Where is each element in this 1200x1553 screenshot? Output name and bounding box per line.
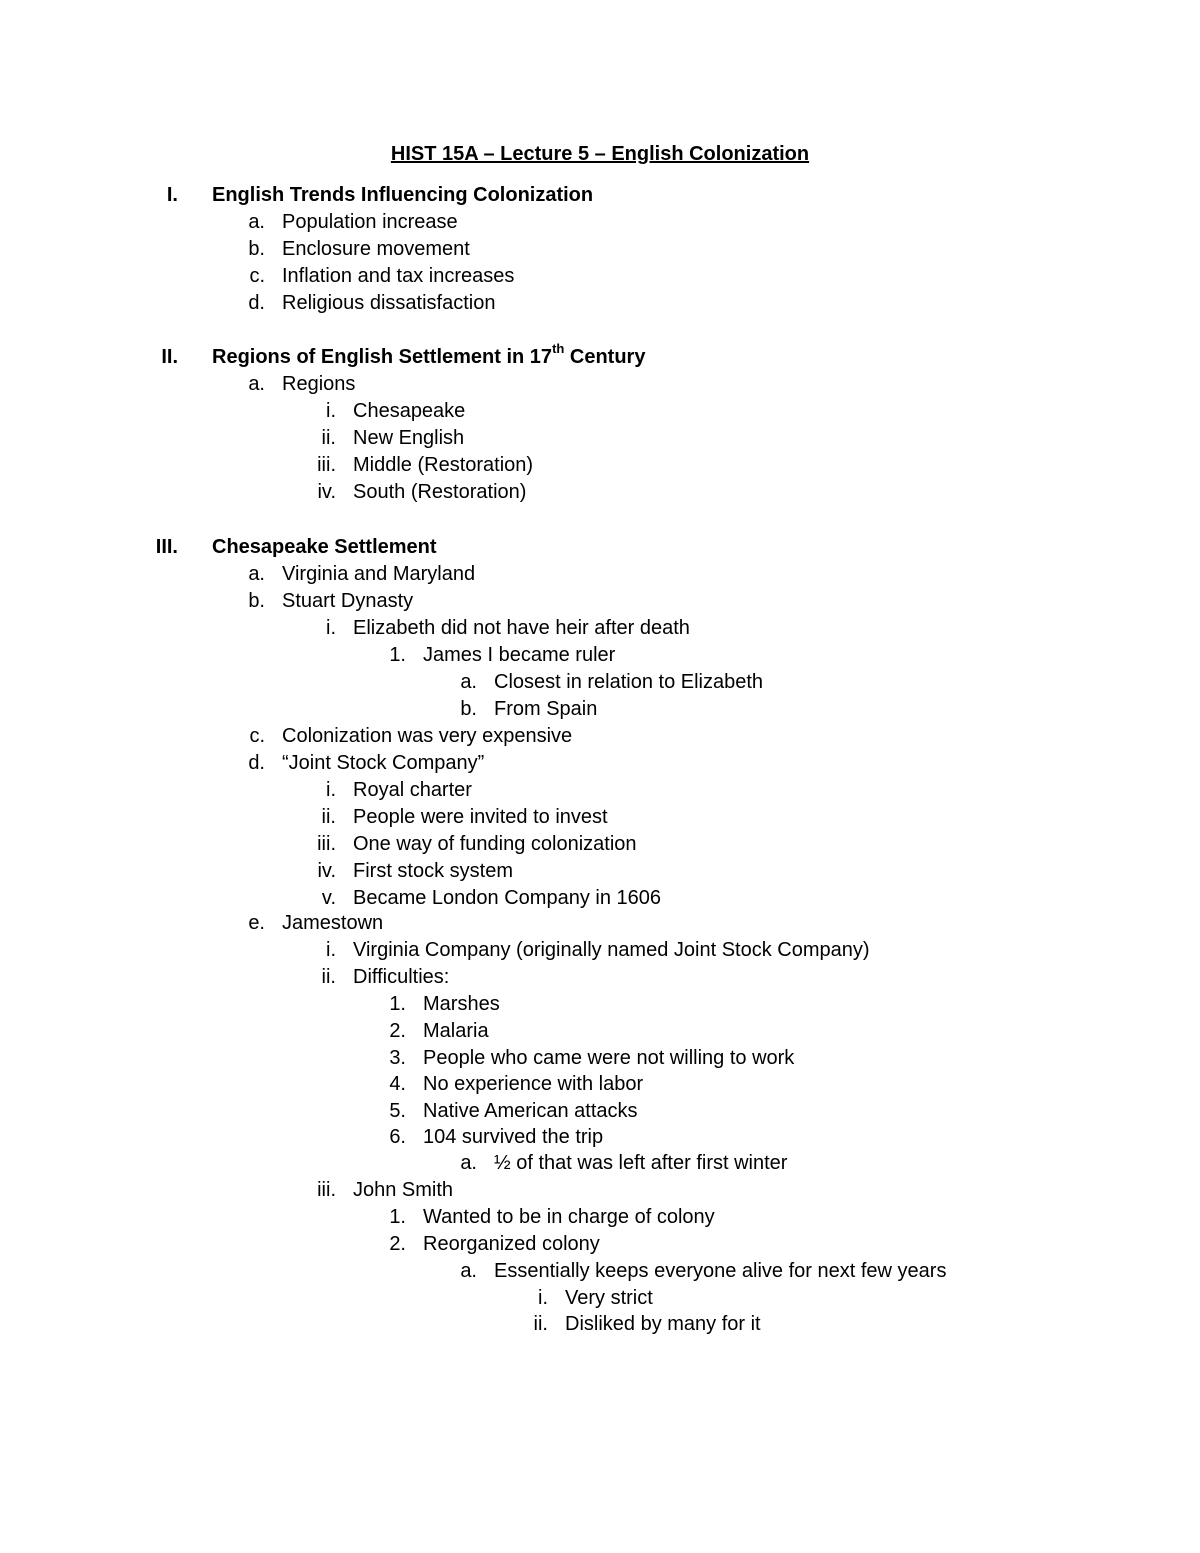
list-item-text: Jamestown bbox=[282, 912, 384, 934]
list-marker: iv. bbox=[317, 481, 336, 503]
list-marker: v. bbox=[321, 887, 336, 909]
list-marker: iii. bbox=[317, 1179, 336, 1201]
list-marker: iii. bbox=[317, 454, 336, 476]
list-item-text: Stuart Dynasty bbox=[282, 590, 414, 612]
list-marker: b. bbox=[248, 238, 265, 260]
list-marker: ii. bbox=[321, 806, 336, 828]
section-marker: III. bbox=[155, 536, 178, 558]
list-item-text: Very strict bbox=[565, 1287, 653, 1309]
list-item-text: Middle (Restoration) bbox=[353, 454, 534, 476]
list-item-text: People who came were not willing to work bbox=[423, 1047, 795, 1069]
list-marker: c. bbox=[249, 725, 265, 747]
list-marker: d. bbox=[248, 752, 265, 774]
list-marker: 1. bbox=[389, 993, 406, 1015]
list-marker: i. bbox=[326, 400, 336, 422]
section-heading-text: Chesapeake Settlement bbox=[212, 536, 437, 558]
list-item-text: “Joint Stock Company” bbox=[282, 752, 485, 774]
list-item-text: ½ of that was left after first winter bbox=[494, 1152, 788, 1174]
list-marker: i. bbox=[326, 617, 336, 639]
list-marker: c. bbox=[249, 265, 265, 287]
list-marker: a. bbox=[248, 373, 265, 395]
list-marker: a. bbox=[248, 563, 265, 585]
list-item-text: James I became ruler bbox=[423, 644, 616, 666]
page-title: HIST 15A – Lecture 5 – English Colonization bbox=[390, 143, 810, 165]
list-item-text: Enclosure movement bbox=[282, 238, 470, 260]
list-item-text: Population increase bbox=[282, 211, 458, 233]
list-item-text: Inflation and tax increases bbox=[282, 265, 515, 287]
list-item-text: People were invited to invest bbox=[353, 806, 608, 828]
list-item-text: First stock system bbox=[353, 860, 514, 882]
list-marker: 2. bbox=[389, 1020, 406, 1042]
list-marker: a. bbox=[460, 1152, 477, 1174]
list-marker: ii. bbox=[321, 427, 336, 449]
list-item-text: Royal charter bbox=[353, 779, 472, 801]
list-marker: b. bbox=[460, 698, 477, 720]
list-item-text: Disliked by many for it bbox=[565, 1313, 761, 1335]
list-item-text: One way of funding colonization bbox=[353, 833, 637, 855]
list-marker: 6. bbox=[389, 1126, 406, 1148]
list-item-text: Chesapeake bbox=[353, 400, 466, 422]
list-marker: 1. bbox=[389, 1206, 406, 1228]
list-item-text: Essentially keeps everyone alive for next few years bbox=[494, 1260, 947, 1282]
list-marker: ii. bbox=[533, 1313, 548, 1335]
list-item-text: Virginia Company (originally named Joint Stock Company) bbox=[353, 939, 870, 961]
list-marker: 4. bbox=[389, 1073, 406, 1095]
list-item-text: Marshes bbox=[423, 993, 500, 1015]
list-marker: 2. bbox=[389, 1233, 406, 1255]
list-item-text: 104 survived the trip bbox=[423, 1126, 604, 1148]
section-marker: II. bbox=[161, 346, 178, 368]
list-marker: b. bbox=[248, 590, 265, 612]
list-marker: e. bbox=[248, 912, 265, 934]
list-marker: 1. bbox=[389, 644, 406, 666]
list-item-text: Wanted to be in charge of colony bbox=[423, 1206, 715, 1228]
list-item-text: Malaria bbox=[423, 1020, 489, 1042]
list-marker: i. bbox=[326, 939, 336, 961]
list-item-text: Closest in relation to Elizabeth bbox=[494, 671, 764, 693]
list-marker: a. bbox=[460, 671, 477, 693]
list-item-text: Difficulties: bbox=[353, 966, 450, 988]
list-item-text: Native American attacks bbox=[423, 1100, 638, 1122]
section-heading-text: Regions of English Settlement in 17th Century bbox=[212, 341, 646, 368]
list-item-text: From Spain bbox=[494, 698, 598, 720]
list-marker: ii. bbox=[321, 966, 336, 988]
list-item-text: Colonization was very expensive bbox=[282, 725, 573, 747]
list-item-text: Reorganized colony bbox=[423, 1233, 600, 1255]
list-item-text: Elizabeth did not have heir after death bbox=[353, 617, 690, 639]
list-marker: a. bbox=[248, 211, 265, 233]
list-marker: a. bbox=[460, 1260, 477, 1282]
list-marker: i. bbox=[538, 1287, 548, 1309]
list-item-text: Religious dissatisfaction bbox=[282, 292, 496, 314]
list-marker: 5. bbox=[389, 1100, 406, 1122]
list-item-text: Regions bbox=[282, 373, 356, 395]
list-item-text: South (Restoration) bbox=[353, 481, 527, 503]
list-marker: i. bbox=[326, 779, 336, 801]
list-item-text: Became London Company in 1606 bbox=[353, 887, 661, 909]
section-heading-text: English Trends Influencing Colonization bbox=[212, 184, 594, 206]
list-item-text: John Smith bbox=[353, 1179, 454, 1201]
list-item-text: No experience with labor bbox=[423, 1073, 644, 1095]
section-marker: I. bbox=[166, 184, 178, 206]
list-marker: iii. bbox=[317, 833, 336, 855]
list-item-text: Virginia and Maryland bbox=[282, 563, 476, 585]
list-item-text: New English bbox=[353, 427, 465, 449]
list-marker: d. bbox=[248, 292, 265, 314]
list-marker: 3. bbox=[389, 1047, 406, 1069]
list-marker: iv. bbox=[317, 860, 336, 882]
